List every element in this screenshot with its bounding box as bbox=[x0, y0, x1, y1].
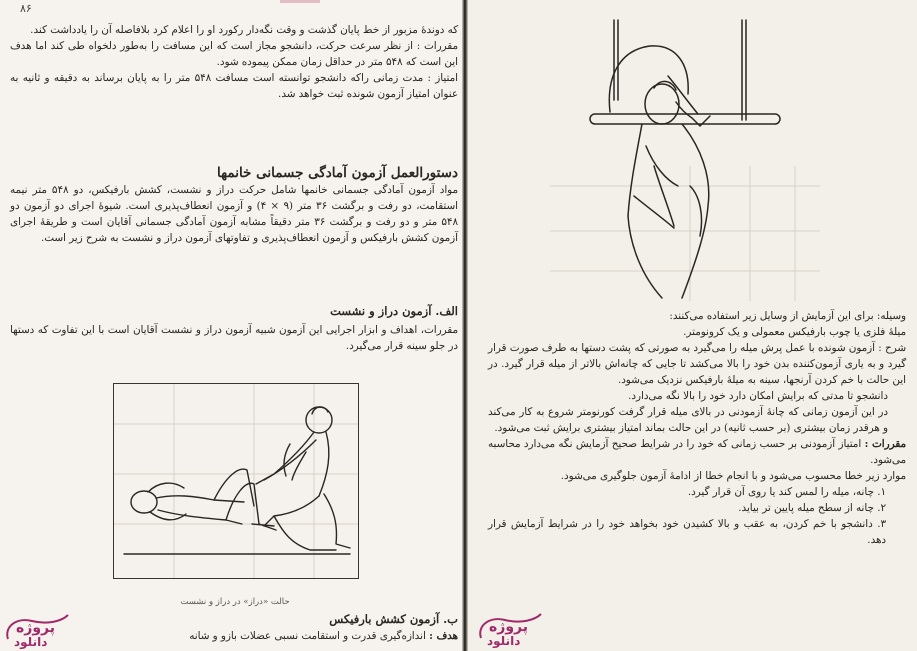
figure-caption: حالت «دراز» در دراز و نشست bbox=[180, 597, 290, 607]
rp-line-7: موارد زیر خطا محسوب می‌شود و با انجام خطا از ادامهٔ آزمون جلوگیری می‌شود. bbox=[560, 470, 906, 482]
watermark-logo bbox=[2, 613, 72, 651]
rp-line-3: شرح : آزمون شونده با عمل پرش میله را می‌گیرد به صورتی که پشت دستها به طرف صورت قرار گیرد و به یاری آزمون‌کننده بدن خود را بالا می‌کشد تا جایی که چانه‌اش بالاتر از میله قرار گیرد. در این حالت با خم کردن آرنجها، سینه به میلهٔ بارفیکس نزدیک می‌شود. bbox=[488, 342, 906, 386]
rules-text: امتیاز آزمودنی بر حسب زمانی که خود را در شرایط صحیح آزمایش نگه می‌دارد محاسبه می‌شود. bbox=[488, 438, 906, 466]
intro-line-2: مقررات : از نظر سرعت حرکت، دانشجو مجاز است که این مسافت را به‌طور دلخواه طی کند اما هدف این است که ۵۴۸ متر در حداقل زمان ممکن پیموده شود. bbox=[10, 40, 458, 68]
rp-list-item-1: ۱. چانه، میله را لمس کند یا روی آن قرار گیرد. bbox=[687, 486, 886, 498]
watermark-line1-right: پروژه bbox=[489, 619, 528, 635]
pullup-illustration bbox=[550, 16, 820, 301]
subheading-a: الف. آزمون دراز و نشست bbox=[330, 304, 458, 318]
section-heading: دستورالعمل آزمون آمادگی جسمانی خانمها bbox=[217, 165, 458, 181]
left-intro bbox=[10, 22, 458, 102]
goal-label: هدف : bbox=[429, 630, 458, 642]
pullup-figure bbox=[550, 16, 820, 301]
intro-line-3: امتیاز : مدت زمانی راکه دانشجو توانسته است مسافت ۵۴۸ متر را به پایان برساند به دقیقه و ثانیه به عنوان امتیاز آزمون شونده ثبت خواهد شد. bbox=[10, 72, 458, 100]
goal-text: اندازه‌گیری قدرت و استقامت نسبی عضلات بازو و شانه bbox=[189, 630, 426, 642]
rp-line-5: در این آزمون زمانی که چانهٔ آزمودنی در بالای میله قرار گرفت کورنومتر شروع به کار می‌کند و هرقدر زمان بیشتری (بر حسب ثانیه) در این حالت بماند امتیاز بیشتری برایش ثبت می‌شود. bbox=[488, 406, 888, 434]
page-number: ۸۶ bbox=[20, 2, 32, 15]
watermark-line2: دانلود bbox=[14, 635, 48, 649]
rp-line-6 bbox=[488, 436, 906, 468]
right-page bbox=[468, 0, 917, 651]
rules-label: مقررات : bbox=[864, 438, 906, 450]
subheading-b: ب. آزمون کشش بارفیکس bbox=[329, 612, 458, 626]
watermark-line1: پروژه bbox=[16, 620, 55, 636]
rp-line-2: میلهٔ فلزی یا چوب بارفیکس معمولی و یک کرونومتر. bbox=[683, 326, 906, 338]
subheading-b-body bbox=[10, 628, 458, 644]
rp-list-item-3: ۳. دانشجو با خم کردن، به عقب و بالا کشیدن خود بخواهد خود را در شرایط آزمایش قرار دهد. bbox=[488, 518, 886, 546]
section-body: مواد آزمون آمادگی جسمانی خانمها شامل حرکت دراز و نشست، کشش بارفیکس، دو ۵۴۸ متر نیمه استقامت، دو رفت و برگشت ۳۶ متر (۹ × ۴) و آزمون انعطاف‌پذیری است. شیوهٔ اجرای دو آزمون دو ۵۴۸ متر و دو رفت و برگشت ۳۶ متر دقیقاً مشابه آزمون آمادگی جسمانی آقایان است و طریقهٔ اجرای آزمون کشش بارفیکس و آزمون انعطاف‌پذیری و تفاوتهای آزمون دراز و نشست به شرح زیر است. bbox=[10, 184, 459, 244]
intro-line-1: که دوندهٔ مزبور از خط پایان گذشت و وقت نگه‌دار رکورد او را اعلام کرد بلافاصله آن را یادداشت کند. bbox=[30, 24, 458, 36]
rp-list-item-2: ۲. چانه از سطح میله پایین تر بیاید. bbox=[738, 502, 886, 514]
right-body bbox=[488, 308, 906, 548]
situp-figure bbox=[113, 383, 359, 579]
watermark-line2-right: دانلود bbox=[487, 634, 521, 648]
rp-line-4: دانشجو تا مدتی که برایش امکان دارد خود را بالا نگه می‌دارد. bbox=[628, 390, 888, 402]
pink-mark bbox=[280, 0, 320, 3]
subheading-a-body: مقررات، اهداف و ابزار اجرایی این آزمون شبیه آزمون دراز و نشست آقایان است با این تفاوت که دستها در جلو سینه قرار می‌گیرد. bbox=[10, 324, 458, 352]
situp-illustration bbox=[114, 384, 358, 578]
rp-line-1: وسیله: برای این آزمایش از وسایل زیر استفاده می‌کنند: bbox=[669, 310, 906, 322]
watermark-logo-right bbox=[475, 612, 545, 650]
